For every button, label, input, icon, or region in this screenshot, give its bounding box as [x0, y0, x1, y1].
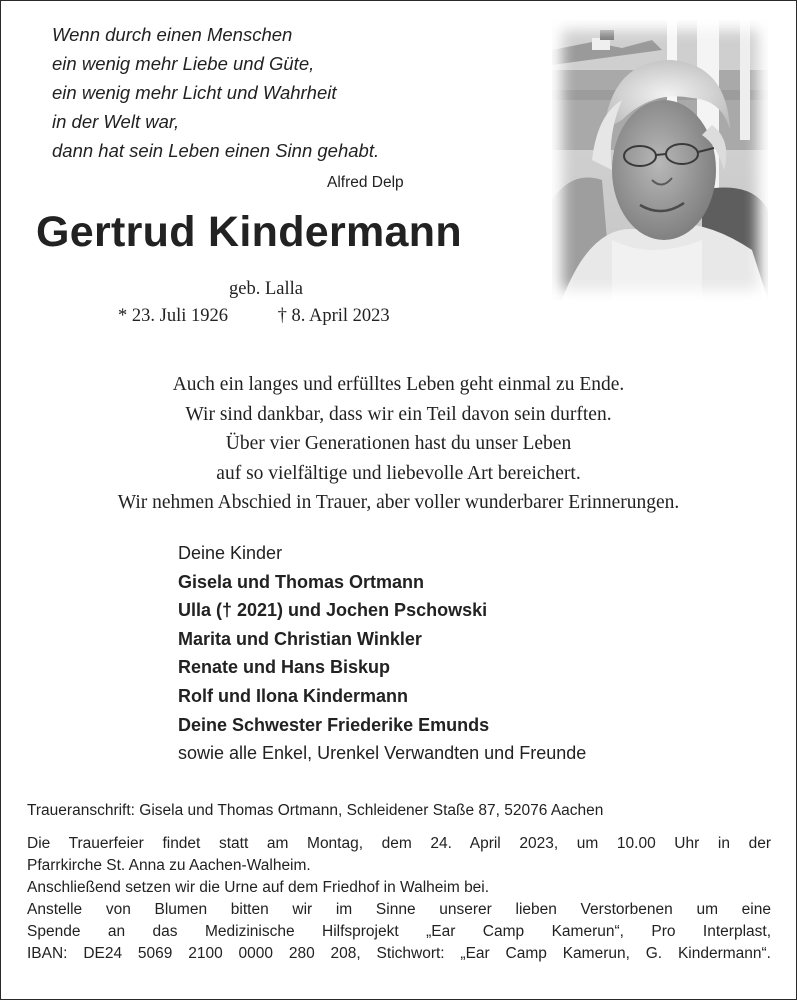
mourners-list: [178, 539, 586, 768]
death-date: † 8. April 2023: [277, 306, 390, 326]
poem-line: dann hat sein Leben einen Sinn gehabt.: [52, 140, 380, 161]
mourners-closing: sowie alle Enkel, Urenkel Verwandten und Freunde: [178, 743, 587, 764]
details-line: Die Trauerfeier findet statt am Montag, dem 24. April 2023, um 10.00 Uhr in der: [27, 835, 771, 852]
portrait-photo: [552, 20, 768, 300]
funeral-details: [27, 833, 771, 965]
poem-line: Wenn durch einen Menschen: [52, 24, 293, 45]
mourner-name: Deine Schwester Friederike Emunds: [178, 714, 490, 735]
details-line: Anschließend setzen wir die Urne auf dem Friedhof in Walheim bei.: [27, 879, 490, 896]
message-line: auf so vielfältige und liebevolle Art bereichert.: [216, 462, 581, 484]
mourner-name: Gisela und Thomas Ortmann: [178, 571, 425, 592]
mourners-intro: Deine Kinder: [178, 543, 283, 563]
mourning-address: Traueranschrift: Gisela und Thomas Ortmann, Schleidener Staße 87, 52076 Aachen: [27, 802, 604, 819]
poem: [52, 20, 452, 165]
details-line: Anstelle von Blumen bitten wir im Sinne unserer lieben Verstorbenen um eine: [27, 901, 771, 918]
mourner-name: Rolf und Ilona Kindermann: [178, 685, 408, 706]
farewell-message: [20, 370, 777, 518]
message-line: Auch ein langes und erfülltes Leben geht einmal zu Ende.: [172, 374, 625, 395]
poem-line: in der Welt war,: [52, 111, 180, 132]
birth-name: geb. Lalla: [229, 279, 303, 299]
poem-author: Alfred Delp: [327, 174, 404, 191]
life-dates: [118, 306, 390, 327]
message-line: Wir nehmen Abschied in Trauer, aber voller wunderbarer Erinnerungen.: [117, 492, 680, 513]
deceased-name: Gertrud Kindermann: [36, 208, 462, 256]
poem-line: ein wenig mehr Liebe und Güte,: [52, 53, 315, 74]
details-line: Pfarrkirche St. Anna zu Aachen-Walheim.: [27, 857, 311, 874]
message-line: Wir sind dankbar, dass wir ein Teil davon sein durften.: [185, 403, 612, 425]
mourner-name: Renate und Hans Biskup: [178, 657, 391, 678]
poem-line: ein wenig mehr Licht und Wahrheit: [52, 82, 337, 103]
portrait-image: [552, 20, 768, 300]
mourner-name: Ulla († 2021) und Jochen Pschowski: [178, 600, 488, 621]
details-line: IBAN: DE24 5069 2100 0000 280 208, Stichwort: „Ear Camp Kamerun, G. Kindermann“.: [27, 945, 771, 962]
birth-date: * 23. Juli 1926: [118, 306, 228, 326]
details-line: Spende an das Medizinische Hilfsprojekt „Ear Camp Kamerun“, Pro Interplast,: [27, 923, 771, 940]
message-line: Über vier Generationen hast du unser Leben: [225, 433, 572, 454]
mourner-name: Marita und Christian Winkler: [178, 628, 422, 649]
